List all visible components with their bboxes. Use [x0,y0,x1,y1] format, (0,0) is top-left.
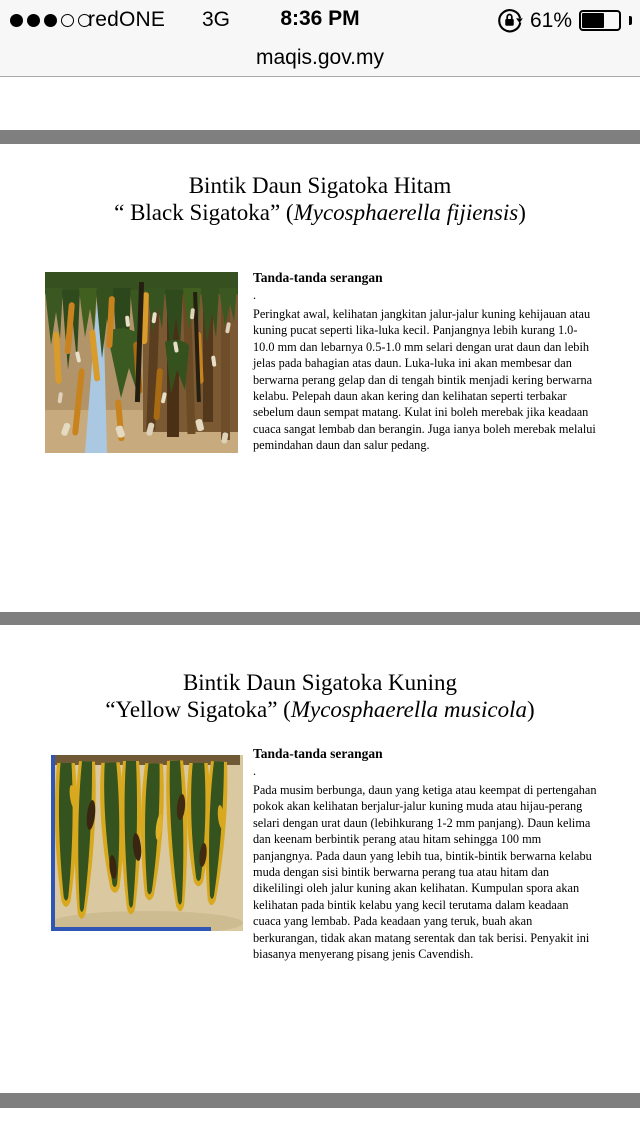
title-line2-prefix: “Yellow Sigatoka” ( [105,697,291,722]
battery-icon [579,10,621,31]
clock-label: 8:36 PM [280,7,360,30]
symptoms-heading: Tanda-tanda serangan [253,270,383,285]
battery-cap [629,16,632,25]
yellow-sigatoka-diseased-leaves-photo [51,755,243,931]
symptoms-text-black-sigatoka [253,270,598,454]
symptoms-text-yellow-sigatoka [253,746,598,962]
signal-dots-icon [10,14,91,27]
rotation-lock-icon [496,7,523,34]
title-line2-prefix: “ Black Sigatoka” ( [114,200,294,225]
title-line1: Bintik Daun Sigatoka Hitam [188,173,452,198]
url-text[interactable]: maqis.gov.my [256,46,384,69]
url-bar[interactable] [0,40,640,77]
stray-dot: . [253,288,257,302]
network-type-label: 3G [202,8,231,31]
section-title-yellow-sigatoka [0,669,640,723]
symptoms-paragraph: Pada musim berbunga, daun yang ketiga atau keempat di pertengahan pokok akan kelihatan berjalur-jalur kuning muda atau hijau-perang selari dengan urat daun (lebihkurang 1-2 mm panjang). Daun kelima dan keenam berbintik perang atau hitam sehingga 100 mm panjangnya. Pada daun yang lebih tua, bintik-bintik berwarna kelabu muda dengan sisi bintik berwarna perang tua atau hitam dan dikelilingi oleh jalur kuning akan kelihatan. Kumpulan spora akan kelihatan pada bintik kelabu yang kecil terutama dalam keadaan cuaca yang lembab. Pada keadaan yang teruk, buah akan berkurangan, tidak akan matang serentak dan tak berisi. Penyakit ini biasanya menyerang pisang jenis Cavendish. [253,783,597,962]
section-divider-bar [0,1093,640,1108]
signal-dot [44,14,57,27]
scientific-name: Mycosphaerella fijiensis [293,200,519,225]
title-line2-suffix: ) [526,697,535,722]
signal-dot [10,14,23,27]
scientific-name: Mycosphaerella musicola [290,697,527,722]
black-sigatoka-diseased-leaves-photo [45,272,238,453]
section-title-black-sigatoka [0,172,640,226]
symptoms-heading: Tanda-tanda serangan [253,746,383,761]
title-line1: Bintik Daun Sigatoka Kuning [182,670,458,695]
signal-dot [27,14,40,27]
status-bar [0,0,640,40]
signal-dot [61,14,74,27]
section-divider-bar [0,612,640,625]
symptoms-paragraph: Peringkat awal, kelihatan jangkitan jalur-jalur kuning kehijauan atau kuning pucat seperti lika-luka kecil. Panjangnya lebih kurang 1.0-10.0 mm dan lebarnya 0.5-1.0 mm selari dengan urat daun dan lebih jelas pada bahagian atas daun. Luka-luka ini akan membesar dan berwarna perang gelap dan di tengah bintik menjadi kering berwarna kelabu. Pelepah daun akan kering dan kelihatan seperti terbakar sebelum daun sempat matang. Kulat ini boleh merebak jika keadaan cuaca sangat lembab dan berangin. Juga ianya boleh merebak melalui pemindahan daun dan salur pedang. [253,307,596,453]
browser-top-chrome [0,0,640,77]
title-line2-suffix: ) [518,200,526,225]
section-divider-bar [0,130,640,144]
carrier-label: redONE [88,8,166,31]
stray-dot: . [253,764,257,778]
battery-percent-label: 61% [529,8,572,32]
